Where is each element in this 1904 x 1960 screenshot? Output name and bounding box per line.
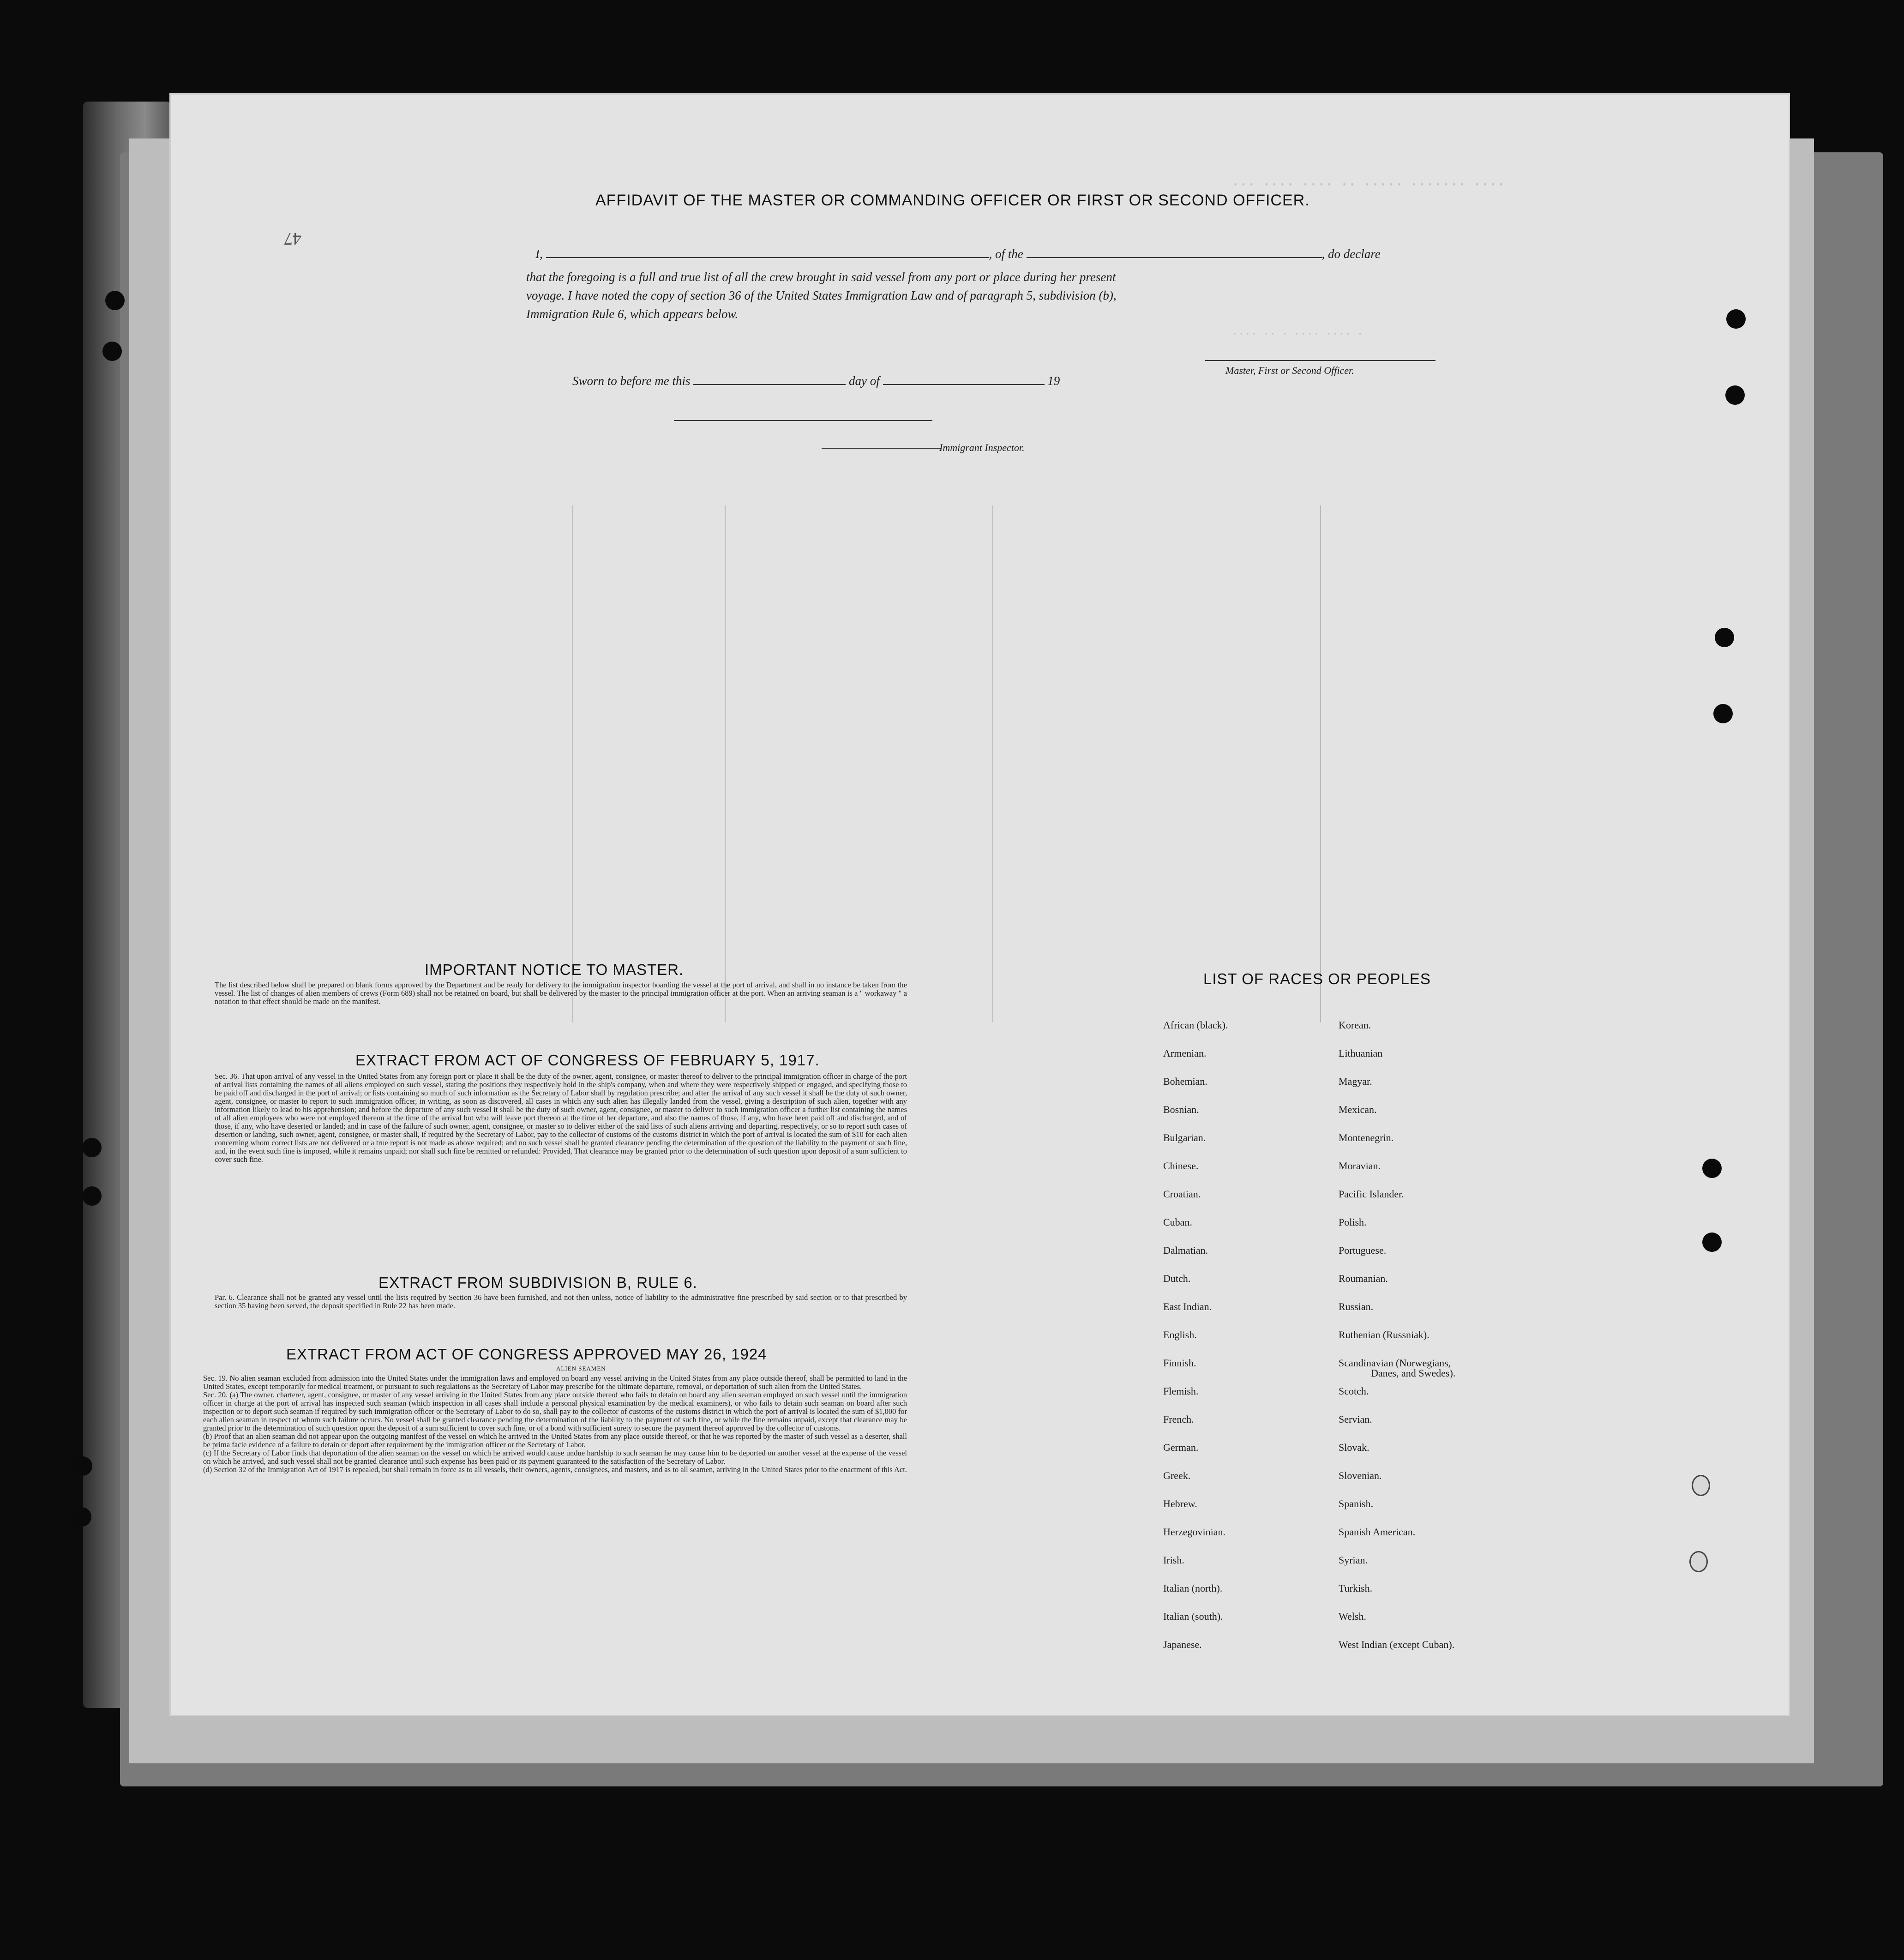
signature-line	[1205, 360, 1436, 361]
binder-hole	[1702, 1159, 1722, 1178]
bleed-through-text: ··· ···· ···· ·· ····· ······· ····	[1232, 173, 1506, 193]
race-item: Servian.	[1339, 1413, 1372, 1425]
affidavit-declaration-line	[535, 247, 1381, 261]
race-item: Croatian.	[1163, 1188, 1201, 1200]
extract-1924-text	[203, 1374, 907, 1474]
binder-hole	[82, 1138, 102, 1157]
race-item: Japanese.	[1163, 1639, 1202, 1650]
extract-1924-paragraph: (b) Proof that an alien seaman did not appear upon the outgoing manifest of the vessel on which he arrived in the United States from any place outside thereof, or that he was reported by the master of such vessel as a deserter, shall be prima facie evidence of a failure to detain or deport after requirement by the immigration officer or the Secretary of Labor.	[203, 1432, 907, 1449]
year-label: 19	[1047, 374, 1060, 388]
inspector-caption: Immigrant Inspector.	[939, 442, 1025, 453]
binder-hole	[1725, 385, 1745, 405]
extract-1924-title: EXTRACT FROM ACT OF CONGRESS APPROVED MAY 26, 1924	[286, 1346, 767, 1363]
signature-caption: Master, First or Second Officer.	[1225, 365, 1354, 376]
race-item: Slovak.	[1339, 1442, 1369, 1453]
affidavit-body	[526, 268, 1117, 323]
inspector-short-line	[822, 448, 942, 449]
race-item: Syrian.	[1339, 1554, 1368, 1566]
race-item: French.	[1163, 1413, 1194, 1425]
binder-hole	[102, 342, 122, 361]
race-item: Bulgarian.	[1163, 1132, 1206, 1143]
binder-hole	[73, 1456, 92, 1476]
document-page	[171, 95, 1789, 1715]
extract-rule6-text: Par. 6. Clearance shall not be granted any vessel until the lists required by Section 36 have been furnished, and not then unless, notice of liability to the administrative fine prescribed by said section or to that prescribed by section 35 having been served, the deposit specified in Rule 22 has been made.	[215, 1293, 907, 1310]
race-item: Lithuanian	[1339, 1047, 1383, 1059]
race-item: Roumanian.	[1339, 1273, 1388, 1284]
race-item: Bosnian.	[1163, 1104, 1199, 1115]
affidavit-declare-label: , do declare	[1321, 247, 1381, 261]
affidavit-body-line: that the foregoing is a full and true list of all the crew brought in said vessel from any port or place during her present	[526, 270, 1116, 284]
race-item: Italian (north).	[1163, 1582, 1223, 1594]
race-item: German.	[1163, 1442, 1199, 1453]
race-item: Spanish American.	[1339, 1526, 1416, 1538]
binder-hole	[105, 291, 125, 310]
race-item-line: Scandinavian (Norwegians,	[1339, 1357, 1451, 1369]
race-item: Magyar.	[1339, 1076, 1372, 1087]
race-item: Herzegovinian.	[1163, 1526, 1225, 1538]
race-item: Mexican.	[1339, 1104, 1377, 1115]
binder-hole	[1726, 309, 1746, 329]
extract-rule6-title: EXTRACT FROM SUBDIVISION B, RULE 6.	[378, 1274, 697, 1291]
binder-hole	[1689, 1551, 1708, 1572]
race-item: Montenegrin.	[1339, 1132, 1394, 1143]
extract-1917-text: Sec. 36. That upon arrival of any vessel in the United States from any foreign port or place it shall be the duty of the owner, agent, consignee, or master thereof to deliver to the principal immigration officer in charge of the port of arrival lists containing the names of all aliens employed on such vessel, stating the positions they respectively hold in the ship's company, when and where they were respectively shipped or engaged, and specifying those to be paid off and discharged in the port of arrival; or lists containing so much of such information as the Secretary of Labor shall by regulation prescribe; and after the arrival of any such vessel it shall be the duty of such owner, agent, consignee, or master to report to such immigration officer, in writing, as soon as discovered, all cases in which any such alien has illegally landed from the vessel, giving a description of such alien, together with any information likely to lead to his apprehension; and before the departure of any such vessel it shall be the duty of such owner, agent, consignee, or master to deliver to such immigration officer a further list containing the names of all alien employees who were not employed thereon at the time of the arrival but who will leave port thereon at the time of her departure, and also the names of those, if any, who have been paid off and discharged, and of those, if any, who have deserted or landed; and in case of the failure of such owner, agent, consignee, or master so to deliver either of the said lists of such aliens arriving and departing, respectively, or so to report such cases of desertion or landing, such owner, agent, consignee, or master shall, if required by the Secretary of Labor, pay to the collector of customs of the customs district in which the port of arrival is located the sum of $10 for each alien concerning whom correct lists are not delivered or a true report is not made as above required; and no such vessel shall be granted clearance pending the determination of the question of the liability to the payment of such fine, and, in the event such fine is imposed, while it remains unpaid; nor shall such fine be remitted or refunded: Provided, That clearance may be granted prior to the determination of such question upon deposit of a sum sufficient to cover such fine.	[215, 1072, 907, 1164]
bleed-through-rule	[572, 505, 573, 1022]
race-item: Korean.	[1339, 1019, 1371, 1031]
races-title: LIST OF RACES OR PEOPLES	[1203, 970, 1431, 987]
race-item: Flemish.	[1163, 1385, 1199, 1397]
name-blank	[546, 257, 989, 258]
race-item: Turkish.	[1339, 1582, 1373, 1594]
affidavit-of-the-label: , of the	[989, 247, 1023, 261]
extract-1924-paragraph: (d) Section 32 of the Immigration Act of 1917 is repealed, but shall remain in force as to all vessels, their owners, agents, consignees, and masters, and as to all seamen, arriving in the United States prior to the enactment of this Act.	[203, 1465, 907, 1474]
race-item: Bohemian.	[1163, 1076, 1207, 1087]
binder-hole	[1692, 1475, 1710, 1496]
race-item: Hebrew.	[1163, 1498, 1197, 1509]
race-item: Russian.	[1339, 1301, 1374, 1312]
extract-1924-paragraph: (c) If the Secretary of Labor finds that deportation of the alien seaman on the vessel on which he arrived would cause undue hardship to such seaman he may cause him to be deported on another vessel at the expense of the vessel on which he arrived, and such vessel shall not be granted clearance until such expense has been paid or its payment guaranteed to the satisfaction of the Secretary of Labor.	[203, 1449, 907, 1466]
races-left-column	[1163, 1020, 1228, 1668]
extract-1924-paragraph: Sec. 19. No alien seaman excluded from admission into the United States under the immigration laws and employed on board any vessel arriving in the United States from any place outside thereof, shall be permitted to land in the United States, except temporarily for medical treatment, or pursuant to such regulations as the Secretary of Labor may prescribe for the ultimate departure, removal, or deportation of such alien from the United States.	[203, 1374, 907, 1391]
binder-hole	[1713, 704, 1733, 723]
important-notice-title: IMPORTANT NOTICE TO MASTER.	[425, 961, 684, 978]
race-item: Cuban.	[1163, 1216, 1192, 1228]
binder-hole	[72, 1507, 91, 1527]
race-item: Italian (south).	[1163, 1611, 1223, 1622]
affidavit-body-line: voyage. I have noted the copy of section 36 of the United States Immigration Law and of paragraph 5, subdivision (b),	[526, 289, 1117, 302]
race-item: Polish.	[1339, 1216, 1367, 1228]
affidavit-body-line: Immigration Rule 6, which appears below.	[526, 307, 739, 321]
extract-1924-subtitle: ALIEN SEAMEN	[556, 1365, 606, 1372]
race-item: Greek.	[1163, 1470, 1191, 1481]
race-item: Ruthenian (Russniak).	[1339, 1329, 1430, 1341]
extract-1917-title: EXTRACT FROM ACT OF CONGRESS OF FEBRUARY 5, 1917.	[355, 1052, 820, 1069]
vessel-blank	[1027, 257, 1322, 258]
race-item: Dalmatian.	[1163, 1245, 1208, 1256]
race-item: Pacific Islander.	[1339, 1188, 1404, 1200]
race-item: West Indian (except Cuban).	[1339, 1639, 1455, 1650]
page-number: 47	[284, 229, 301, 248]
bleed-through-rule	[725, 505, 726, 1022]
race-item: Spanish.	[1339, 1498, 1374, 1509]
binder-hole	[82, 1186, 102, 1206]
race-item: East Indian.	[1163, 1301, 1212, 1312]
race-item: Dutch.	[1163, 1273, 1191, 1284]
race-item: Irish.	[1163, 1554, 1184, 1566]
binder-hole	[1702, 1233, 1722, 1252]
sworn-month-blank	[883, 384, 1045, 385]
race-item: Chinese.	[1163, 1160, 1199, 1172]
affidavit-i-label: I,	[535, 247, 543, 261]
extract-1924-paragraph: Sec. 20. (a) The owner, charterer, agent, consignee, or master of any vessel arriving in the United States from any place outside thereof who fails to detain on board any alien seaman employed on such vessel until the immigration officer in charge at the port of arrival has inspected such seaman (which inspection in all cases shall include a personal physical examination by the medical examiners), or who fails to detain such seaman on board after such inspection or to deport such seaman if required by such immigration officer or the Secretary of Labor to do so, shall pay to the collector of customs of the customs district in which the port of arrival is located the sum of $1,000 for each alien seaman in respect of whom such failure occurs. No vessel shall be granted clearance pending the determination of the liability to the payment of such fine, or while the fine remains unpaid, except that clearance may be granted prior to the determination of such question upon the deposit of a sum sufficient to cover such fine, or of a bond with sufficient surety to secure the payment thereof approved by the collector of customs.	[203, 1390, 907, 1432]
sworn-label: Sworn to before me this	[572, 374, 691, 388]
bleed-through-rule	[1320, 505, 1321, 1022]
race-item: Scotch.	[1339, 1385, 1369, 1397]
race-item: Welsh.	[1339, 1611, 1366, 1622]
race-item	[1339, 1358, 1455, 1386]
important-notice-text: The list described below shall be prepared on blank forms approved by the Department and be ready for delivery to the immigration inspector boarding the vessel at the port of arrival, and shall in no instance be taken from the vessel. The list of changes of alien members of crews (Form 689) shall not be retained on board, but shall be delivered by the master to the principal immigration officer at the port. When an arriving seaman is a " workaway " a notation to that effect should be made on the manifest.	[215, 980, 907, 1006]
sworn-line	[572, 374, 1060, 388]
bleed-through-text: ···· ·· · ···· ···· ·	[1232, 325, 1364, 341]
race-item: Moravian.	[1339, 1160, 1381, 1172]
race-item: Slovenian.	[1339, 1470, 1382, 1481]
day-of-label: day of	[849, 374, 880, 388]
sworn-day-blank	[693, 384, 846, 385]
race-item: African (black).	[1163, 1019, 1228, 1031]
bleed-through-rule	[992, 505, 993, 1022]
race-item: Portuguese.	[1339, 1245, 1387, 1256]
inspector-signature-line	[674, 420, 932, 421]
affidavit-title: AFFIDAVIT OF THE MASTER OR COMMANDING OFFICER OR FIRST OR SECOND OFFICER.	[595, 192, 1310, 209]
race-item: Armenian.	[1163, 1047, 1207, 1059]
race-item: Finnish.	[1163, 1357, 1196, 1369]
binder-hole	[1715, 628, 1734, 647]
races-right-column	[1339, 1020, 1455, 1668]
race-item: English.	[1163, 1329, 1197, 1341]
race-item-continuation: Danes, and Swedes).	[1371, 1367, 1456, 1379]
